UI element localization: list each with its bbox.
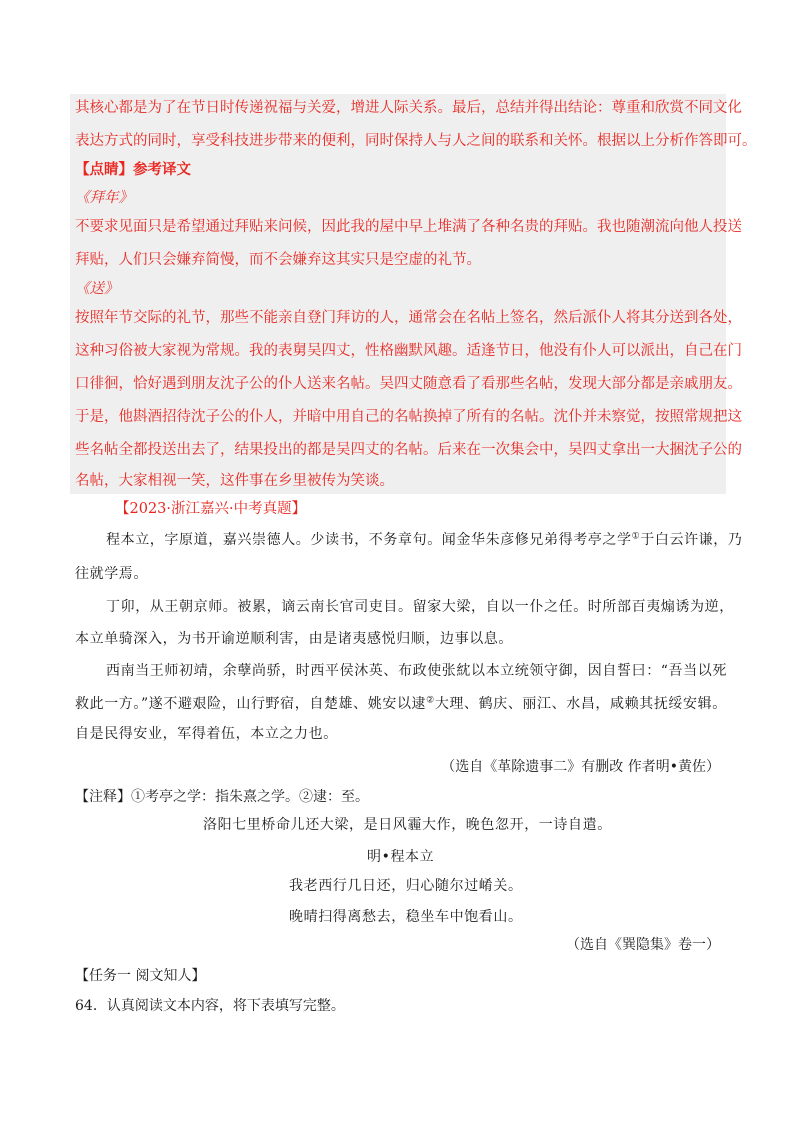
answer-line-1: 其核心都是为了在节日时传递祝福与关爱，增进人际关系。最后，总结并得出结论：尊重和欣赏不同文化 bbox=[75, 100, 742, 116]
exam-source-title: 【2023·浙江嘉兴·中考真题】 bbox=[115, 501, 307, 517]
translation-line: 这种习俗被大家视为常规。我的表舅吴四丈，性格幽默风趣。适逢节日，他没有仆人可以派出，自己在门 bbox=[75, 343, 742, 359]
passage-line: 自是民得安业，军得着伍，本立之力也。 bbox=[75, 726, 338, 742]
translation-line: 口徘徊，恰好遇到朋友沈子公的仆人送来名帖。吴四丈随意看了看那些名帖，发现大部分都是亲戚朋友。 bbox=[75, 376, 742, 392]
translation-line: 些名帖全都投送出去了，结果投出的都是吴四丈的名帖。后来在一次集会中，吴四丈拿出一大捆沈子公的 bbox=[75, 442, 742, 458]
passage-line: 程本立，字原道，嘉兴崇德人。少读书，不务章句。闻金华朱彦修兄弟得考亭之学①于白云许谦，乃 bbox=[106, 531, 743, 548]
translation-line: 按照年节交际的礼节，那些不能亲自登门拜访的人，通常会在名帖上签名，然后派仆人将其分送到各处， bbox=[75, 310, 742, 326]
poem-line: 我老西行几日还，归心随尔过崤关。 bbox=[289, 878, 523, 894]
translation-line: 拜贴，人们只会嫌弃简慢，而不会嫌弃这其实只是空虚的礼节。 bbox=[75, 252, 481, 268]
passage-line: 西南当王师初靖，余孽尚骄，时西平侯沐英、布政使张紞以本立统领守御，因自誓曰：“吾当以死 bbox=[106, 663, 727, 679]
annotations: 【注释】①考亭之学：指朱熹之学。②逮：至。 bbox=[75, 789, 369, 805]
translation-line: 于是，他斟酒招待沈子公的仆人，并暗中用自己的名帖换掉了所有的名帖。沈仆并未察觉，按照常规把这 bbox=[75, 409, 742, 425]
answer-explanation-block bbox=[70, 94, 726, 494]
section-title-song: 《送》 bbox=[75, 281, 119, 297]
passage-line: 本立单骑深入，为书开谕逆顺利害，由是诸夷感悦归顺，边事以息。 bbox=[75, 631, 513, 647]
passage-line: 救此一方。”遂不避艰险，山行野宿，自楚雄、姚安以逮②大理、鹤庆、丽江、水昌，咸赖其抚绥安辑。 bbox=[75, 695, 727, 712]
translation-line: 不要求见面只是希望通过拜贴来问候，因此我的屋中早上堆满了各种名贵的拜贴。我也随潮流向他人投送 bbox=[75, 219, 742, 235]
task-label: 【任务一 阅文知人】 bbox=[75, 968, 206, 984]
answer-line-2: 表达方式的同时，享受科技进步带来的便利，同时保持人与人之间的联系和关怀。根据以上分析作答即可。 bbox=[75, 133, 757, 149]
passage-line: 往就学焉。 bbox=[75, 566, 148, 582]
passage-source: （选自《革除遗事二》有删改 作者明•黄佐） bbox=[441, 759, 720, 775]
passage-line: 丁卯，从王朝京师。被累，谪云南长官司吏目。留家大梁，自以一仆之任。时所部百夷煽诱为逆， bbox=[106, 599, 734, 615]
question-64: 64．认真阅读文本内容，将下表填写完整。 bbox=[75, 998, 345, 1014]
tip-label: 【点睛】参考译文 bbox=[75, 161, 191, 178]
poem-line: 晚晴扫得离愁去，稳坐车中饱看山。 bbox=[289, 909, 523, 925]
poem-title: 洛阳七里桥命儿还大梁，是日风霾大作，晚色忽开，一诗自遣。 bbox=[203, 817, 612, 833]
footnote-marker: ② bbox=[426, 695, 435, 706]
footnote-marker: ① bbox=[631, 531, 641, 542]
poem-author: 明•程本立 bbox=[367, 849, 435, 865]
section-title-bainian: 《拜年》 bbox=[75, 190, 133, 206]
poem-source: （选自《巽隐集》卷一） bbox=[566, 937, 720, 953]
translation-line: 名帖，大家相视一笑，这件事在乡里被传为笑谈。 bbox=[75, 473, 394, 489]
